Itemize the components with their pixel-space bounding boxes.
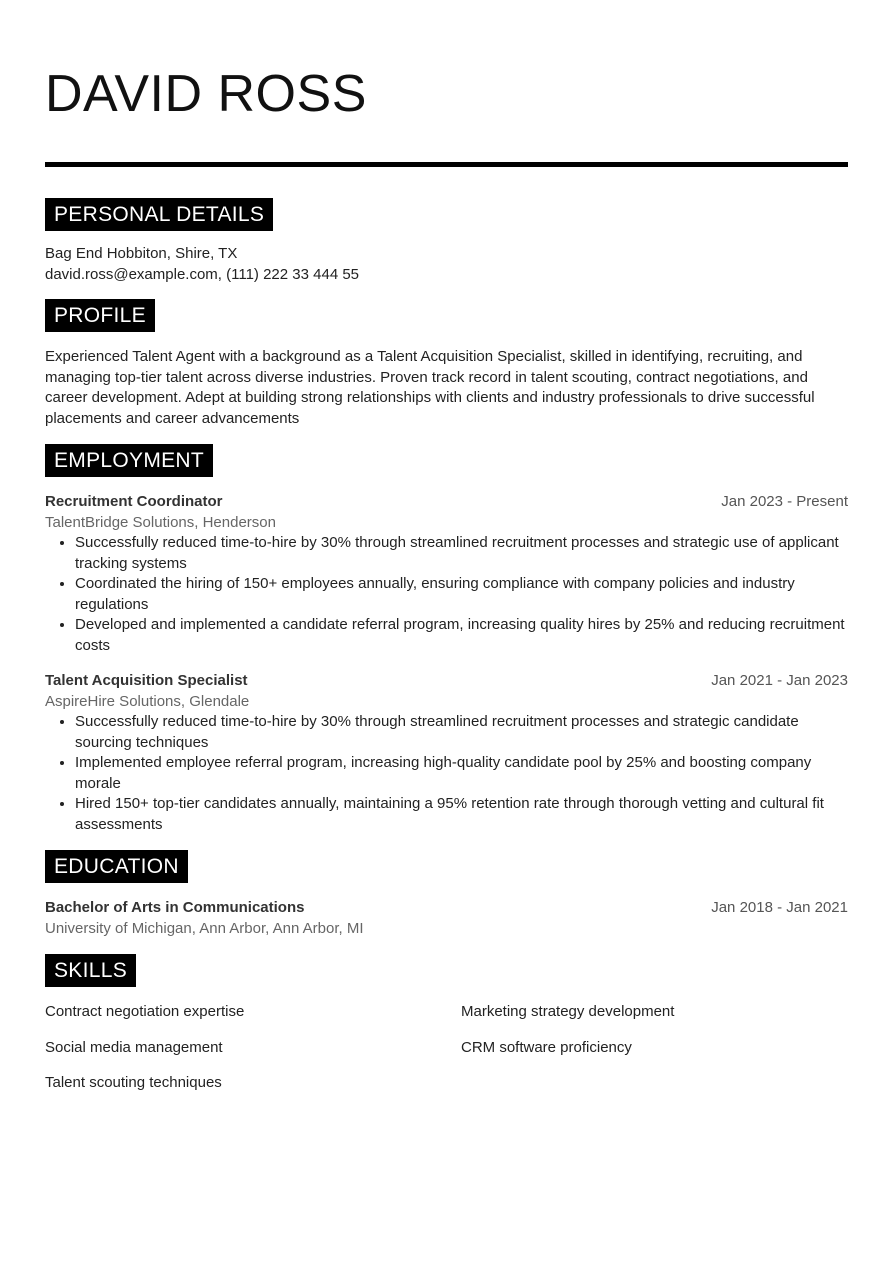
job-bullets <box>45 712 848 835</box>
profile-summary: Experienced Talent Agent with a background as a Talent Acquisition Specialist, skilled in identifying, recruiting, and managing top-tier talent across diverse industries. Proven track record in talent scouting, contract negotiations, and career development. Adept at building strong relationships with clients and industry professionals to drive successful placements and career advancements <box>45 348 815 427</box>
header-divider <box>45 162 848 167</box>
job-company: TalentBridge Solutions, Henderson <box>45 513 276 531</box>
skill-item: Social media management <box>45 1038 223 1056</box>
job-bullet: • Implemented employee referral program, increasing high-quality candidate pool by 25% and boosting company morale <box>75 753 848 794</box>
job-bullet: • Successfully reduced time-to-hire by 30% through streamlined recruitment processes and strategic candidate sourcing techniques <box>75 712 848 753</box>
section-heading-education: EDUCATION <box>45 850 188 883</box>
education-dates: Jan 2018 - Jan 2021 <box>711 899 848 916</box>
address: Bag End Hobbiton, Shire, TX <box>45 245 238 262</box>
job-bullet: • Developed and implemented a candidate referral program, increasing quality hires by 25% and reducing recruitment costs <box>75 615 848 656</box>
section-heading-employment: EMPLOYMENT <box>45 444 213 477</box>
candidate-name: DAVID ROSS <box>45 65 367 123</box>
education-entry <box>45 898 848 939</box>
contact-info: david.ross@example.com, (111) 222 33 444 55 <box>45 265 360 283</box>
resume-content <box>45 198 848 1094</box>
degree: Bachelor of Arts in Communications <box>45 899 305 916</box>
job-title: Recruitment Coordinator <box>45 493 223 510</box>
skill-item: Contract negotiation expertise <box>45 1003 245 1020</box>
job-bullets <box>45 533 848 656</box>
job-entry <box>45 492 848 656</box>
skill-item: Marketing strategy development <box>461 1003 675 1020</box>
personal-details <box>45 244 848 285</box>
job-dates: Jan 2021 - Jan 2023 <box>711 672 848 689</box>
job-entry <box>45 671 848 835</box>
job-bullet: • Coordinated the hiring of 150+ employees annually, ensuring compliance with company policies and industry regulations <box>75 574 848 615</box>
skill-item: CRM software proficiency <box>461 1038 632 1056</box>
section-heading-profile: PROFILE <box>45 299 155 332</box>
job-company: AspireHire Solutions, Glendale <box>45 692 250 710</box>
job-bullet: • Hired 150+ top-tier candidates annually, maintaining a 95% retention rate through thorough vetting and cultural fit assessments <box>75 794 848 835</box>
employment-list <box>45 492 848 835</box>
section-heading-skills: SKILLS <box>45 954 136 987</box>
job-dates: Jan 2023 - Present <box>721 493 848 510</box>
job-bullet: • Successfully reduced time-to-hire by 30% through streamlined recruitment processes and strategic use of applicant tracking systems <box>75 533 848 574</box>
section-heading-personal-details: PERSONAL DETAILS <box>45 198 273 231</box>
skill-item: Talent scouting techniques <box>45 1074 222 1091</box>
school: University of Michigan, Ann Arbor, Ann Arbor, MI <box>45 919 364 937</box>
job-title: Talent Acquisition Specialist <box>45 672 248 689</box>
skills-list <box>45 1002 848 1094</box>
